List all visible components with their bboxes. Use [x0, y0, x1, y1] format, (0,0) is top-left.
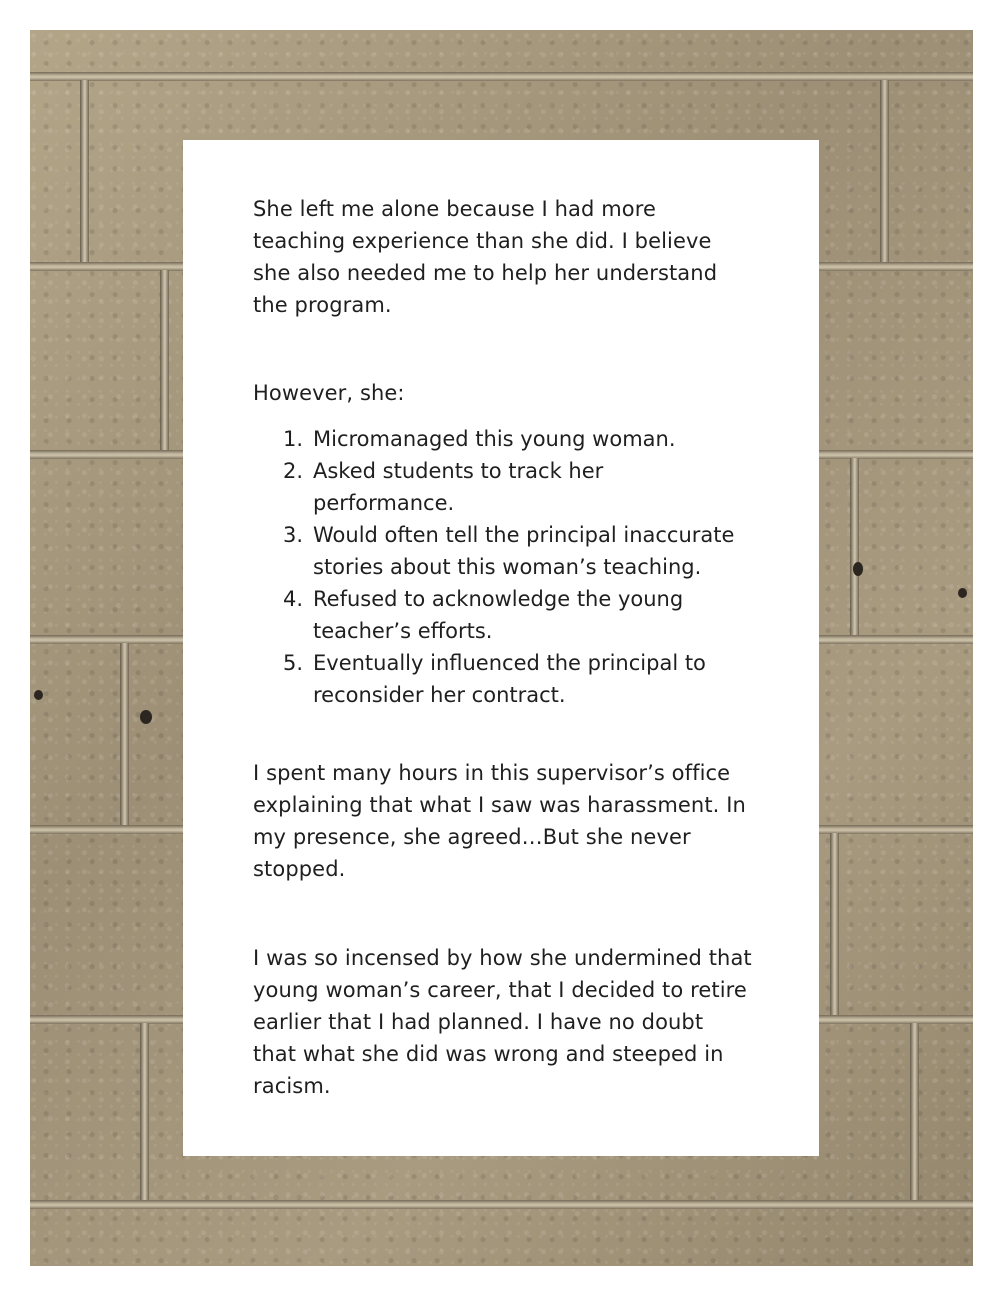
- mortar-joint: [850, 458, 859, 635]
- list-item-text: Refused to acknowledge the young teacher’s efforts.: [313, 587, 684, 643]
- paragraph-however: However, she:: [253, 381, 405, 405]
- mortar-joint: [120, 643, 129, 825]
- text-card: [183, 140, 819, 1156]
- paragraph-supervisor: I spent many hours in this supervisor’s office explaining that what I saw was harassment. In my presence, she agreed…But she never stopped.: [253, 761, 746, 881]
- mortar-joint: [140, 1023, 149, 1200]
- wall-hole: [958, 588, 967, 598]
- list-number: 2.: [283, 459, 304, 483]
- list-number: 5.: [283, 651, 304, 675]
- list-item-text: Asked students to track her performance.: [313, 459, 604, 515]
- mortar-joint: [880, 80, 889, 262]
- list-item-text: Would often tell the principal inaccurate stories about this woman’s teaching.: [313, 523, 735, 579]
- list-number: 3.: [283, 523, 304, 547]
- mortar-joint: [830, 833, 839, 1015]
- list-item: [283, 583, 743, 647]
- list-number: 1.: [283, 427, 304, 451]
- list-item: [283, 519, 743, 583]
- paragraph-retire: I was so incensed by how she undermined that young woman’s career, that I decided to retire earlier that I had planned. I have no doubt that what she did was wrong and steeped in racism.: [253, 946, 752, 1098]
- list-number: 4.: [283, 587, 304, 611]
- mortar-line: [30, 72, 973, 81]
- list-item-text: Eventually influenced the principal to reconsider her contract.: [313, 651, 706, 707]
- list-item: [283, 423, 743, 455]
- list-item: [283, 455, 743, 519]
- wall-hole: [853, 562, 863, 576]
- mortar-line: [30, 1200, 973, 1209]
- paragraph-intro: She left me alone because I had more teaching experience than she did. I believe she also needed me to help her understand the program.: [253, 197, 718, 317]
- list-item-text: Micromanaged this young woman.: [313, 427, 676, 451]
- wall-hole: [34, 690, 43, 700]
- mortar-joint: [80, 80, 89, 262]
- mortar-joint: [910, 1023, 919, 1200]
- wall-hole: [140, 710, 152, 724]
- numbered-list: [283, 423, 743, 711]
- mortar-joint: [160, 270, 169, 450]
- list-item: [283, 647, 743, 711]
